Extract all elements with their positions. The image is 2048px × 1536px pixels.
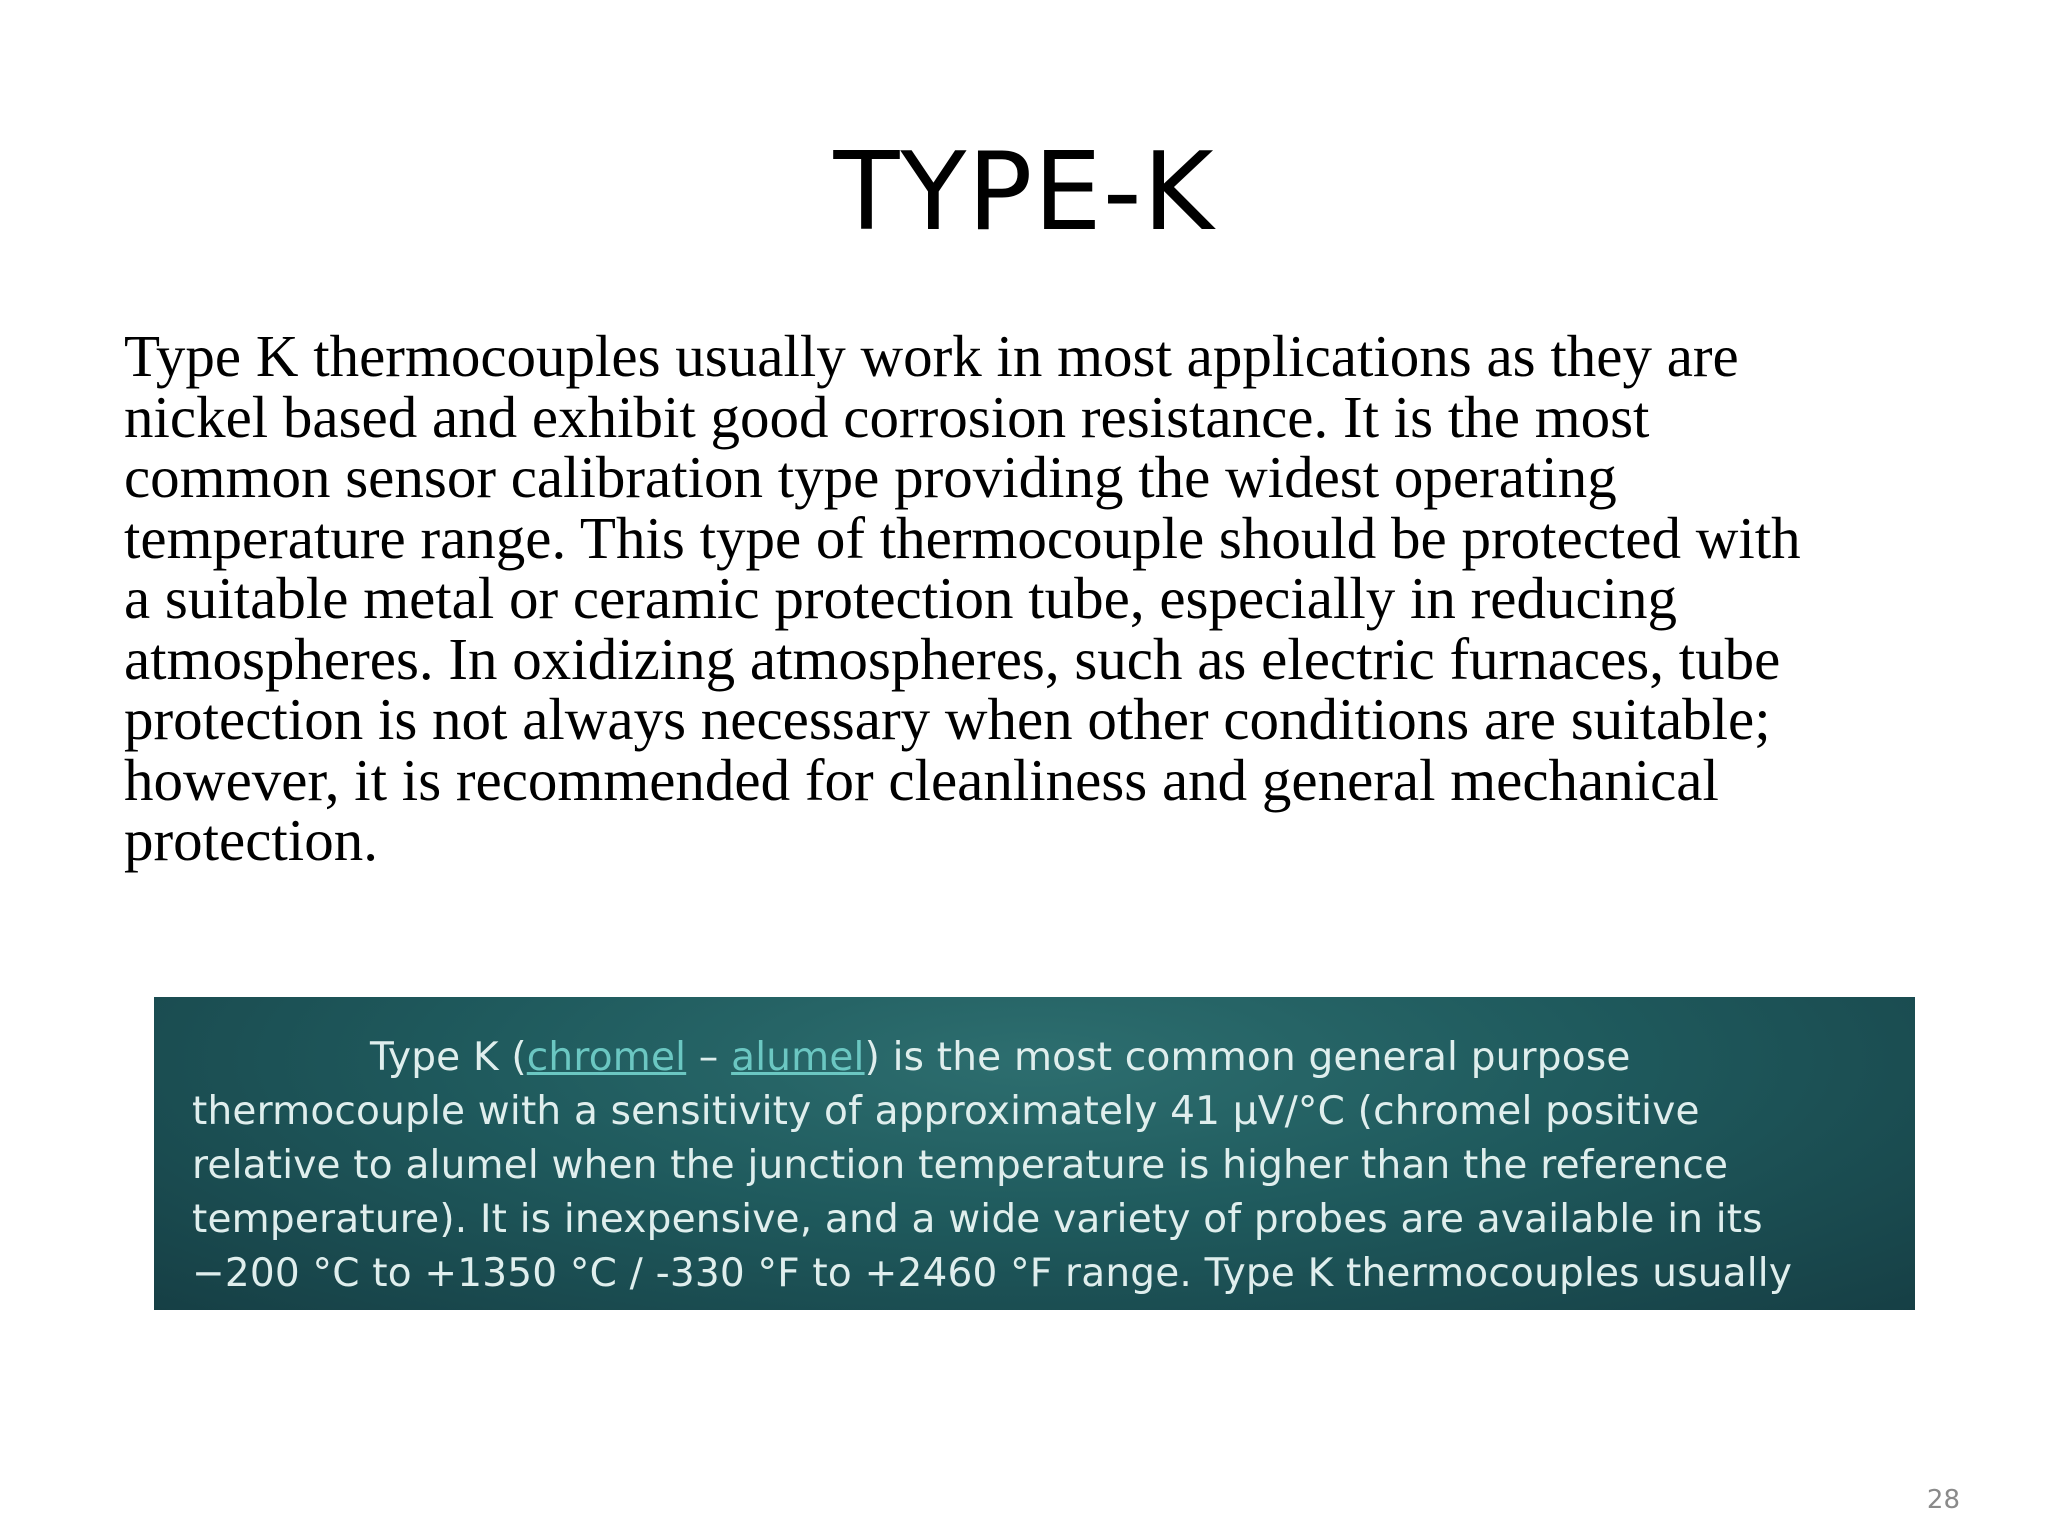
body-line: a suitable metal or ceramic protection tube, especially in reducing [124, 565, 1678, 631]
body-line: atmospheres. In oxidizing atmospheres, such as electric furnaces, tube [124, 625, 1781, 692]
body-line: temperature range. This type of thermocouple should be protected with [124, 504, 1801, 571]
inset-line-1-suffix: ) is the most common general purpose [864, 1035, 1631, 1080]
inset-line-1-prefix: Type K ( [370, 1035, 527, 1080]
inset-line-5: −200 °C to +1350 °C / -330 °F to +2460 °F range. Type K thermocouples usually [192, 1251, 1793, 1296]
slide-title: TYPE-K [833, 130, 1215, 255]
body-line: protection is not always necessary when other conditions are suitable; [124, 686, 1771, 752]
body-line: protection. [124, 807, 378, 873]
inset-line-2: thermocouple with a sensitivity of approximately 41 µV/°C (chromel positive [192, 1089, 1700, 1134]
inset-line-4: temperature). It is inexpensive, and a wide variety of probes are available in its [192, 1197, 1763, 1242]
alumel-link[interactable]: alumel [731, 1035, 865, 1080]
inset-screenshot [154, 997, 1915, 1310]
body-line: Type K thermocouples usually work in most applications as they are [124, 323, 1739, 389]
inset-dash: – [686, 1035, 732, 1080]
inset-line-1 [192, 1031, 1902, 1085]
page-number: 28 [1926, 1485, 1960, 1515]
body-line: common sensor calibration type providing the widest operating [124, 444, 1617, 510]
inset-line-3: relative to alumel when the junction temperature is higher than the reference [192, 1143, 1729, 1188]
chromel-link[interactable]: chromel [526, 1035, 687, 1080]
body-paragraph [124, 323, 1984, 873]
body-line: nickel based and exhibit good corrosion resistance. It is the most [124, 383, 1650, 450]
body-line: however, it is recommended for cleanliness and general mechanical [124, 746, 1719, 813]
inset-text [192, 1031, 1902, 1301]
